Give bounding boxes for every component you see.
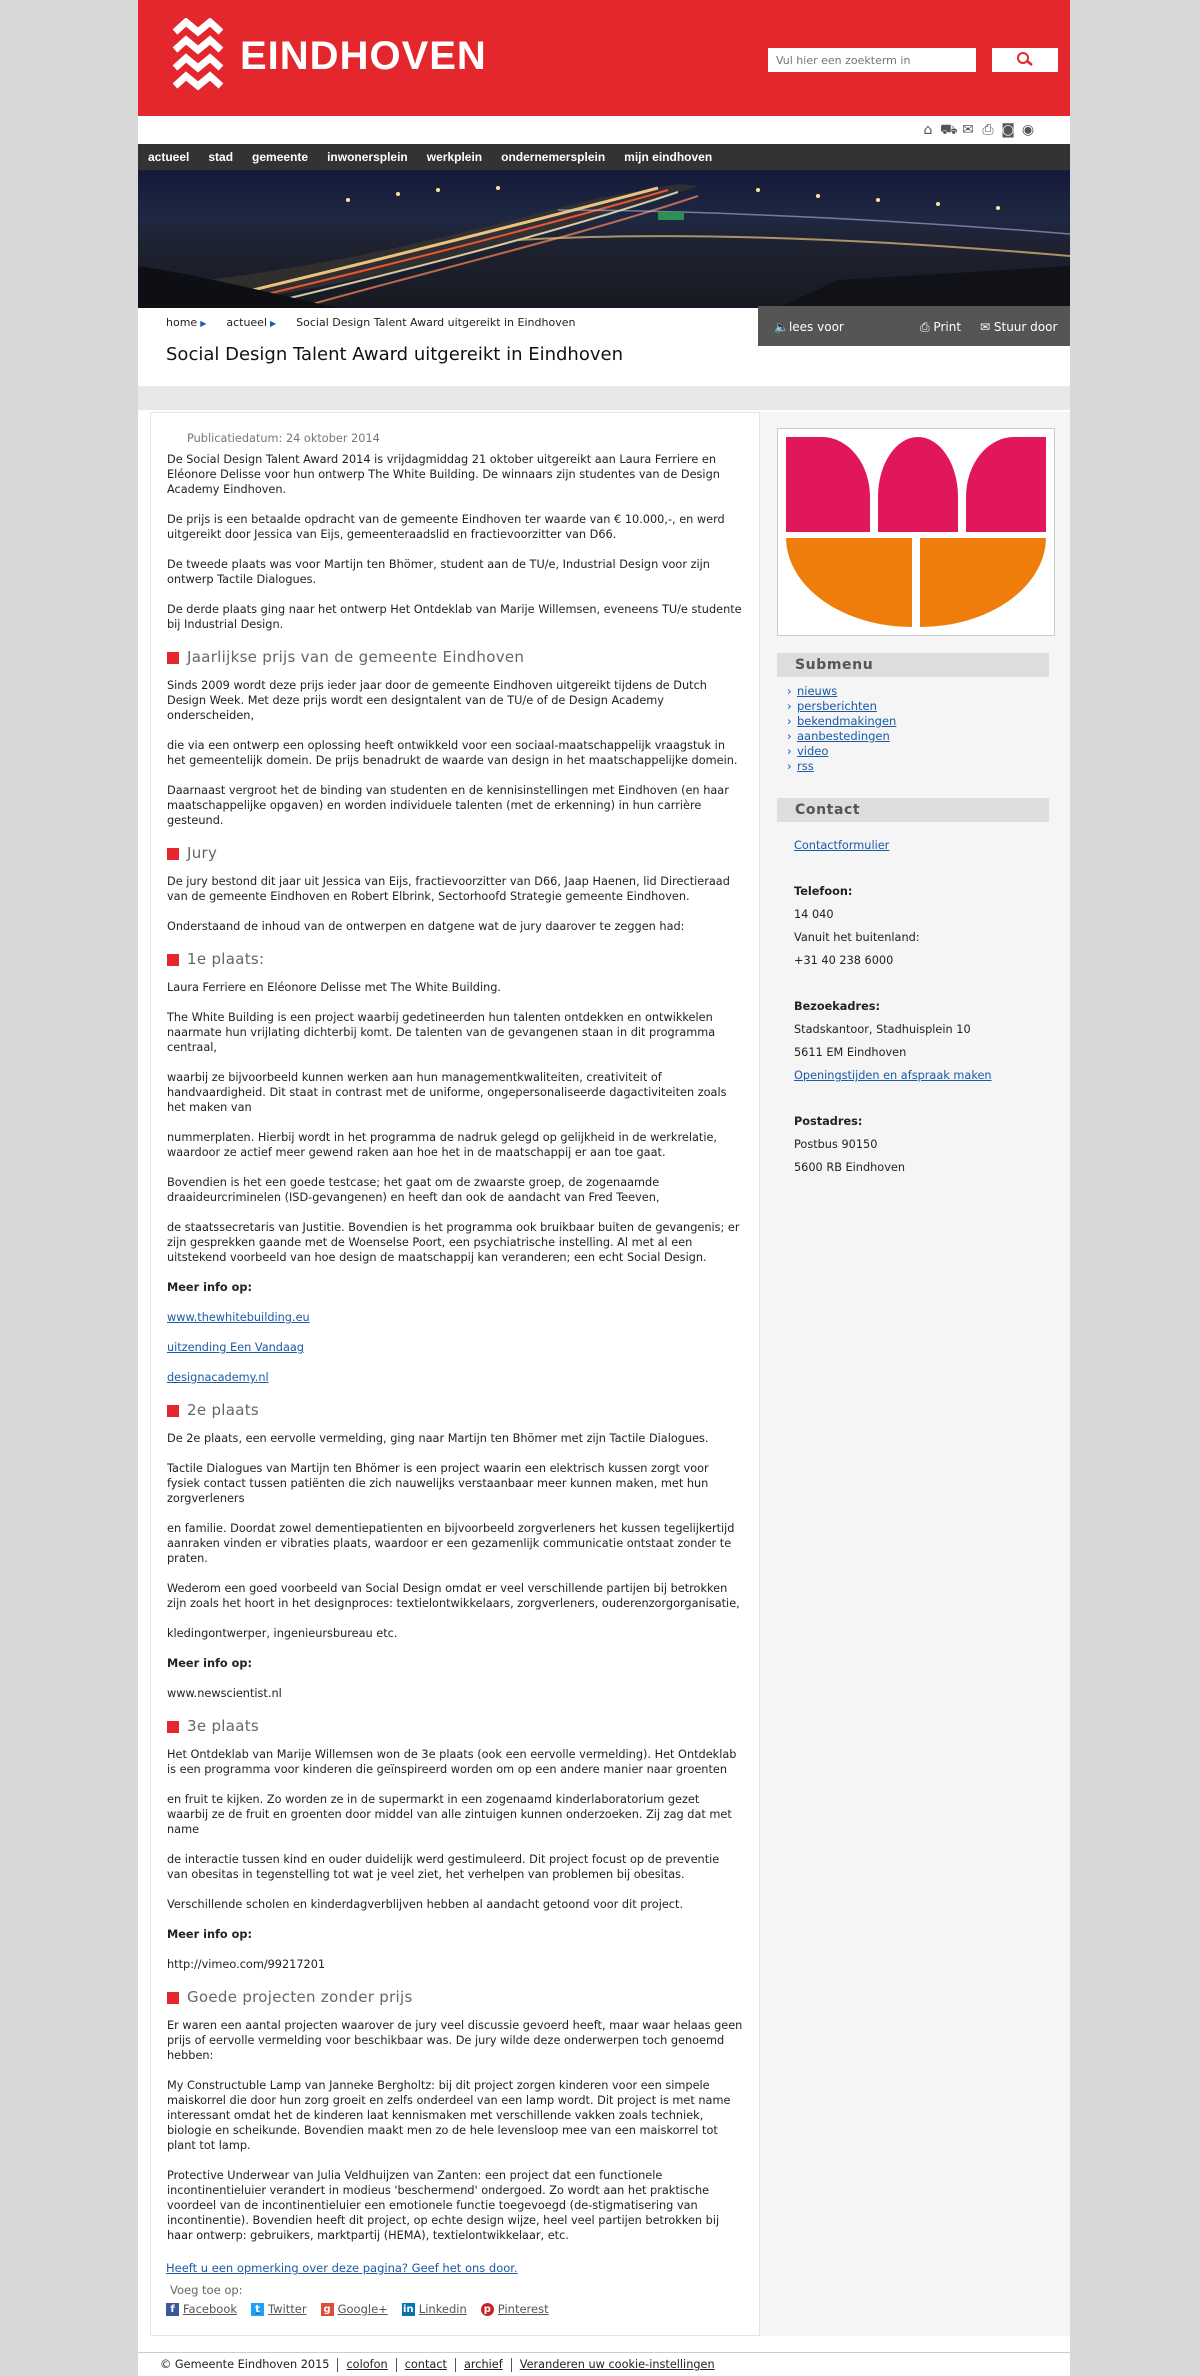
search-input[interactable] [768,48,976,72]
footer-link-cookies[interactable]: Veranderen uw cookie-instellingen [519,2358,715,2371]
nav-item-stad[interactable]: stad [208,150,234,164]
nav-item-inwonersplein[interactable]: inwonersplein [327,150,408,164]
bullet-square-icon [167,1405,179,1417]
visit-label: Bezoekadres: [794,1000,880,1013]
more-info-label: Meer info op: [167,1657,252,1670]
footer-link-colofon[interactable]: colofon [346,2358,388,2371]
paragraph: Onderstaand de inhoud van de ontwerpen en datgene wat de jury daarover te zeggen had: [167,920,685,933]
paragraph: Laura Ferriere en Eléonore Delisse met The White Building. [167,981,502,994]
contact-heading: Contact [777,798,1049,822]
share-facebook[interactable]: f Facebook [166,2302,237,2316]
share-googleplus[interactable]: g Google+ [321,2302,388,2316]
main-nav [138,144,1070,170]
visit-address-line-1: Stadskantoor, Stadhuisplein 10 [794,1023,971,1036]
bullet-square-icon [167,848,179,860]
paragraph: waarbij ze bijvoorbeeld kunnen werken aan hun managementkwaliteiten, creativiteit of handvaardigheid. Dit staat in contrast met de uniforme, ongepersonaliseerde dagactiviteiten zoals het maken van [167,1071,727,1114]
printer-icon: ⎙ [920,320,934,334]
arrow-right-icon: ▶ [270,319,277,328]
share-bar [166,2302,563,2316]
paragraph: en fruit te kijken. Zo worden ze in de supermarkt in een zogenaamd kinderlaboratorium gezet waarbij ze de fruit en groenten door middel van alle zintuigen kunnen onderzoeken. Zij zag dat met name [167,1793,732,1836]
footer-divider [511,2358,512,2372]
nav-item-actueel[interactable]: actueel [148,150,190,164]
submenu-item-bekendmakingen[interactable]: bekendmakingen [797,714,897,728]
opening-hours-link[interactable]: Openingstijden en afspraak maken [794,1069,992,1082]
submenu-item-aanbestedingen[interactable]: aanbestedingen [797,729,890,743]
eindhoven-logo-icon[interactable] [172,18,224,92]
paragraph: nummerplaten. Hierbij wordt in het programma de nadruk gelegd op gelijkheid in de werkrelatie, waardoor ze actief meer gewend raken aan hoe het in de maatschappij er aan toe gaat. [167,1131,717,1159]
site-header [138,0,1070,116]
copyright: © Gemeente Eindhoven 2015 [160,2358,330,2371]
footer-divider [396,2358,397,2372]
paragraph: De derde plaats ging naar het ontwerp Het Ontdeklab van Marije Willemsen, eveneens TU/e studente bij Industrial Design. [167,603,742,631]
share-label: Voeg toe op: [170,2283,243,2297]
footer-link-archief[interactable]: archief [463,2358,503,2371]
linkedin-icon: in [403,2303,414,2315]
read-aloud-button[interactable]: 🔈lees voor [774,320,844,334]
pinterest-icon: p [481,2303,494,2316]
speaker-icon: 🔈 [774,320,789,334]
share-linkedin[interactable]: in Linkedin [403,2302,467,2316]
abroad-label: Vanuit het buitenland: [794,931,920,944]
paragraph: My Constructuble Lamp van Janneke Bergholtz: bij dit project zorgen kinderen voor een simpele maiskorrel die door hun zorg groeit en zelfs onderdeel van een lamp wordt. Dit project is met name interessant omdat het de kinderen laat kennismaken met verschillende vakken zoals techniek, biologie en scheikunde. Bovendien maakt men zo de hele levensloop mee van een maiskorrel tot plant tot lamp. [167,2079,731,2152]
section-heading: Goede projecten zonder prijs [167,1990,743,2005]
paragraph: kledingontwerper, ingenieursbureau etc. [167,1627,398,1640]
share-pinterest[interactable]: p Pinterest [481,2302,549,2316]
content-divider [138,386,1070,410]
paragraph: De prijs is een betaalde opdracht van de gemeente Eindhoven ter waarde van € 10.000,-, en werd uitgereikt door Jessica van Eijs, gemeenteraadslid en fractievoorzitter van D66. [167,513,725,541]
bullet-square-icon [167,1992,179,2004]
bullet-square-icon [167,1721,179,1733]
submenu-item-rss[interactable]: rss [797,759,814,773]
contact-block [794,834,1054,1179]
paragraph: De tweede plaats was voor Martijn ten Bhömer, student aan de TU/e, Industrial Design voor zijn ontwerp Tactile Dialogues. [167,558,710,586]
link-een-vandaag[interactable]: uitzending Een Vandaag [167,1341,304,1354]
section-heading: 3e plaats [167,1719,743,1734]
phone-label: Telefoon: [794,885,853,898]
submenu-item-video[interactable]: video [797,744,829,758]
link-designacademy[interactable]: designacademy.nl [167,1371,269,1384]
section-heading: 1e plaats: [167,952,743,967]
accessibility-icon[interactable]: ◉ [1021,122,1035,138]
breadcrumb-actueel-link[interactable]: actueel [226,316,268,329]
site-footer [138,2352,1070,2376]
paragraph: die via een ontwerp een oplossing heeft ontwikkeld voor een sociaal-maatschappelijk vraagstuk in het gemeentelijk domein. De prijs benadrukt de waarde van design in het maatschappelijke domein. [167,739,738,767]
section-heading: Jury [167,846,743,861]
submenu-list [777,684,1049,774]
nav-item-mijn-eindhoven[interactable]: mijn eindhoven [624,150,713,164]
print-button[interactable]: ⎙ Print [920,320,962,334]
paragraph: Wederom een goed voorbeeld van Social Design omdat er veel verschillende partijen bij betrokken zijn zoals het hoort in het designproces: textielontwikkelaars, zorgverleners, ouderenzorgorganisatie, [167,1582,740,1610]
mail-icon[interactable]: ✉ [962,122,974,138]
arrow-right-icon: ▶ [200,319,207,328]
footer-divider [337,2358,338,2372]
more-info-label: Meer info op: [167,1281,252,1294]
page-title: Social Design Talent Award uitgereikt in Eindhoven [166,344,623,365]
submenu-item-nieuws[interactable]: nieuws [797,684,838,698]
phone-value: 14 040 [794,908,834,921]
paragraph: Daarnaast vergroot het de binding van studenten en de kennisinstellingen met Eindhoven (en haar maatschappelijke opgaven) en worden individuele talenten (met de erkenning) in hun carrière gesteund. [167,784,729,827]
sidebar [760,412,1070,2336]
search-icon [1016,52,1034,66]
publication-date: Publicatiedatum: 24 oktober 2014 [187,432,380,445]
page-tools-bar [758,306,1070,346]
googleplus-icon: g [321,2303,334,2316]
search-button[interactable] [992,48,1058,72]
contact-form-link[interactable]: Contactformulier [794,839,890,852]
nav-item-gemeente[interactable]: gemeente [252,150,309,164]
paragraph: Verschillende scholen en kinderdagverblijven hebben al aandacht getoond voor dit project. [167,1898,684,1911]
link-thewhitebuilding[interactable]: www.thewhitebuilding.eu [167,1311,310,1324]
highway-night-photo [138,170,1070,308]
nav-item-ondernemersplein[interactable]: ondernemersplein [501,150,606,164]
submenu-item-persberichten[interactable]: persberichten [797,699,877,713]
rss-icon[interactable]: ◙ [1001,122,1015,138]
post-address-line-2: 5600 RB Eindhoven [794,1161,906,1174]
abroad-value: +31 40 238 6000 [794,954,894,967]
design-logo-icon [778,429,1054,635]
paragraph: The White Building is een project waarbij gedetineerden hun talenten ontdekken en ontwikkelen naarmate hun vrijlating dichterbij komt. De talenten van de gevangenen staan in dit programma centraal, [167,1011,716,1054]
footer-divider [455,2358,456,2372]
post-label: Postadres: [794,1115,863,1128]
twitter-icon: t [251,2303,264,2316]
hero-banner-image [138,170,1070,308]
vimeo-text: http://vimeo.com/99217201 [167,1958,326,1971]
send-button[interactable]: ✉ Stuur door [980,320,1058,334]
breadcrumb-current: Social Design Talent Award uitgereikt in Eindhoven [296,316,576,329]
cart-icon[interactable]: ⛟ [940,122,958,138]
page [138,0,1070,2376]
facebook-icon: f [166,2303,179,2316]
home-icon[interactable]: ⌂ [923,122,933,138]
envelope-icon: ✉ [980,320,994,334]
paragraph: De 2e plaats, een eervolle vermelding, ging naar Martijn ten Bhömer met zijn Tactile Dialogues. [167,1432,709,1445]
side-logo-box [777,428,1055,636]
post-address-line-1: Postbus 90150 [794,1138,878,1151]
submenu-heading: Submenu [777,653,1049,677]
paragraph: De Social Design Talent Award 2014 is vrijdagmiddag 21 oktober uitgereikt aan Laura Ferriere en Eléonore Delisse voor hun ontwerp The White Building. De winnaars zijn studentes van de Design Academy Eindhoven. [167,453,720,496]
bullet-square-icon [167,652,179,664]
share-twitter[interactable]: t Twitter [251,2302,307,2316]
paragraph: Sinds 2009 wordt deze prijs ieder jaar door de gemeente Eindhoven uitgereikt tijdens de Dutch Design Week. Met deze prijs wordt een designtalent van de TU/e of de Design Academy onderscheiden, [167,679,707,722]
newscientist-text: www.newscientist.nl [167,1687,282,1700]
paragraph: Er waren een aantal projecten waarover de jury veel discussie gevoerd heeft, maar waar helaas geen prijs of eervolle vermelding voor beschikbaar was. De jury wilde deze onderwerpen toch genoemd hebben: [167,2019,743,2062]
visit-address-line-2: 5611 EM Eindhoven [794,1046,907,1059]
feedback-link[interactable]: Heeft u een opmerking over deze pagina? Geef het ons door. [166,2261,518,2275]
paragraph: Bovendien is het een goede testcase; het gaat om de zwaarste groep, de zogenaamde draaideurcriminelen (ISD-gevangenen) en heeft dan ook de aandacht van Fred Teeven, [167,1176,660,1204]
footer-link-contact[interactable]: contact [404,2358,447,2371]
paragraph: de interactie tussen kind en ouder duidelijk werd gestimuleerd. Dit project focust op de preventie van obesitas in tegenstelling tot wat je veel ziet, het verhelpen van problemen bij obesitas. [167,1853,720,1881]
article-body [167,431,743,2258]
paragraph: Het Ontdeklab van Marije Willemsen won de 3e plaats (ook een eervolle vermelding). Het Ontdeklab is een programma voor kinderen die geïnspireerd worden om op een andere manier naar groenten [167,1748,737,1776]
utility-bar [138,116,1070,144]
breadcrumb-home-link[interactable]: home [166,316,198,329]
paragraph: Tactile Dialogues van Martijn ten Bhömer is een project waarin een elektrisch kussen zorgt voor fysiek contact tussen patiënten die zich nauwelijks verstaanbaar meer kunnen maken, met hun zorgverleners [167,1462,709,1505]
article-column [150,412,760,2336]
section-heading: 2e plaats [167,1403,743,1418]
paragraph: Protective Underwear van Julia Veldhuijzen van Zanten: een project dat een functionele incontinentieluier verandert in modieus 'beschermend' ondergoed. Zo wordt aan het praktische voordeel van de incontinentieluier een emotionele functie toegevoegd (de-stigmatisering van incontinentie). Bovendien heeft dit project, op echte design wijze, heel veel partijen betrokken bij haar ontwerp: gebruikers, marktpartij (HEMA), textielontwikkelaar, etc. [167,2169,720,2242]
paragraph: en familie. Doordat zowel dementiepatienten en bijvoorbeeld zorgverleners het kussen tegelijkertijd aanraken vinden er vibraties plaats, waardoor er een gezamenlijk communicatie ontstaat zonder te praten. [167,1522,735,1565]
more-info-label: Meer info op: [167,1928,252,1941]
paragraph: De jury bestond dit jaar uit Jessica van Eijs, fractievoorzitter van D66, Jaap Haenen, lid Directieraad van de gemeente Eindhoven en Robert Elbrink, Sectorhoofd Strategie gemeente Eindhoven. [167,875,730,903]
bullet-square-icon [167,954,179,966]
site-logo-text[interactable]: EINDHOVEN [240,34,487,78]
section-heading: Jaarlijkse prijs van de gemeente Eindhoven [167,650,743,665]
nav-item-werkplein[interactable]: werkplein [426,150,483,164]
print-icon[interactable]: ⎙ [982,122,994,138]
paragraph: de staatssecretaris van Justitie. Bovendien is het programma ook bruikbaar buiten de gevangenis; er zijn gesprekken gaande met de Woenselse Poort, een psychiatrische instelling. Al met al een uitstekend voorbeeld van hoe design de maatschappij kan veranderen; een echt Social Design. [167,1221,740,1264]
breadcrumb [166,316,595,329]
